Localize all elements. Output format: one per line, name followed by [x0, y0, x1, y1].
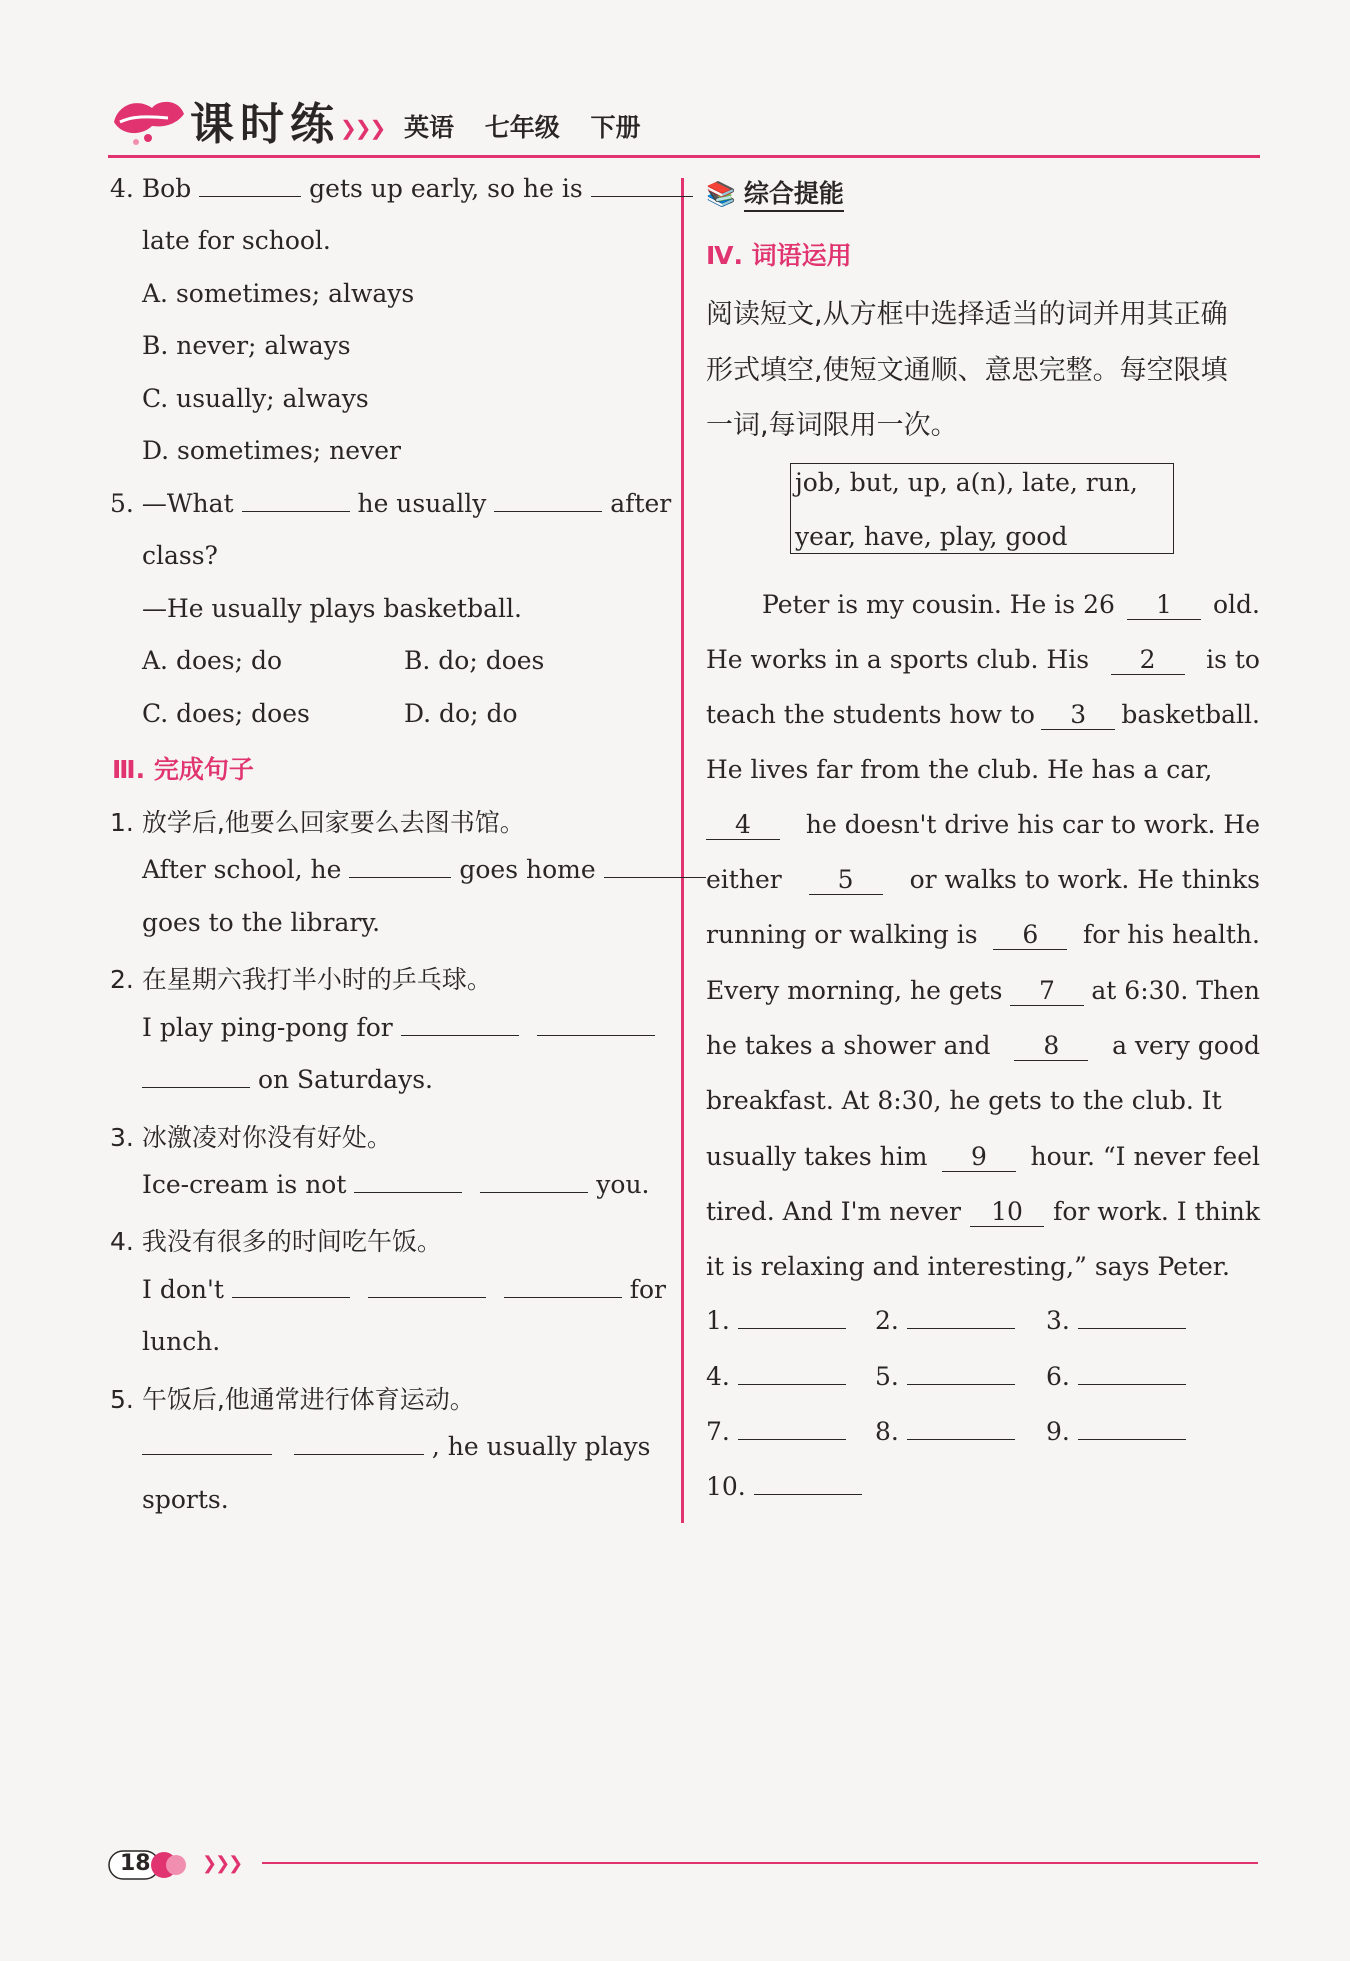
passage-text: either — [706, 865, 782, 894]
lips-logo-icon — [108, 92, 188, 150]
answer-blank[interactable] — [738, 1306, 846, 1329]
passage-text: is to — [1206, 645, 1260, 674]
passage-text: Peter is my cousin. He is 26 — [762, 590, 1115, 619]
passage-text: old. — [1212, 590, 1260, 619]
answer-blank[interactable] — [738, 1417, 846, 1440]
passage-text: tired. And I'm never — [706, 1197, 961, 1226]
passage-text: for work. I think — [1053, 1197, 1260, 1226]
passage-text: breakfast. At 8:30, he gets to the club. It — [706, 1086, 1222, 1115]
passage-text: he doesn't drive his car to work. He — [805, 810, 1260, 839]
answer-number: 7. — [706, 1417, 730, 1446]
answer-blank[interactable] — [401, 1013, 519, 1036]
word-bank-box — [790, 463, 1174, 554]
passage-line — [706, 1197, 1260, 1227]
passage-text: He lives far from the club. He has a car, — [706, 755, 1213, 784]
passage-line — [762, 590, 1260, 620]
section-4-heading: Ⅳ. 词语运用 — [706, 241, 852, 270]
sentence-2: I play ping-pong for — [142, 1013, 655, 1042]
sentence-1-chinese: 1. 放学后,他要么回家要么去图书馆。 — [110, 808, 525, 837]
answer-number: 5. — [875, 1362, 899, 1391]
option-d: D. do; do — [404, 699, 518, 728]
passage-line — [706, 920, 1260, 950]
passage-line — [706, 1086, 1260, 1115]
option-d: D. sometimes; never — [142, 436, 401, 465]
passage-text: running or walking is — [706, 920, 978, 949]
question-text: class? — [142, 541, 218, 570]
answer-blank[interactable] — [494, 489, 602, 512]
option-a: A. sometimes; always — [142, 279, 415, 308]
word-bank-line: year, have, play, good — [795, 522, 1068, 551]
sentence-2-cont: on Saturdays. — [142, 1065, 433, 1094]
volume-label: 下册 — [590, 113, 641, 142]
answer-slot — [1046, 1362, 1186, 1391]
passage-text: basketball. — [1121, 700, 1260, 729]
answer-number: 10. — [706, 1472, 746, 1501]
answer-blank[interactable] — [604, 855, 706, 878]
option-a: A. does; do — [142, 646, 283, 675]
word-bank-line: job, but, up, a(n), late, run, — [795, 468, 1138, 497]
option-c: C. does; does — [142, 699, 310, 728]
answer-blank[interactable] — [537, 1013, 655, 1036]
passage-text: usually takes him — [706, 1142, 928, 1171]
answer-blank[interactable] — [754, 1472, 862, 1495]
answer-slot — [1046, 1417, 1186, 1446]
sentence-1: After school, he goes home — [142, 855, 706, 884]
page-header — [108, 88, 1260, 158]
answer-blank[interactable] — [504, 1275, 622, 1298]
passage-text: hour. “I never feel — [1030, 1142, 1260, 1171]
column-divider — [681, 178, 684, 1523]
passage-text: for his health. — [1083, 920, 1260, 949]
answer-number: 1. — [706, 1306, 730, 1335]
answer-slot — [706, 1362, 846, 1391]
answer-slot — [1046, 1306, 1186, 1335]
numbered-blank[interactable]: 3 — [1041, 700, 1115, 730]
numbered-blank[interactable]: 9 — [942, 1142, 1016, 1172]
sentence-5-chinese: 5. 午饭后,他通常进行体育运动。 — [110, 1385, 475, 1414]
question-4: 4. Bob gets up early, so he is — [110, 174, 693, 203]
passage-text: it is relaxing and interesting,” says Peter. — [706, 1252, 1230, 1281]
answer-slot — [875, 1306, 1015, 1335]
numbered-blank[interactable]: 7 — [1010, 976, 1084, 1006]
instruction-line: 阅读短文,从方框中选择适当的词并用其正确 — [706, 299, 1228, 330]
sentence-4: I don't for — [142, 1275, 666, 1304]
passage-line — [706, 1031, 1260, 1061]
answer-blank[interactable] — [907, 1306, 1015, 1329]
passage-line — [706, 810, 1260, 840]
header-divider — [108, 155, 1260, 158]
header-subtitle — [404, 108, 662, 144]
passage-line — [706, 755, 1260, 784]
answer-slot — [706, 1306, 846, 1335]
passage-line — [706, 976, 1260, 1006]
question-5: 5. —What he usually after — [110, 489, 672, 518]
answer-slot — [875, 1362, 1015, 1391]
numbered-blank[interactable]: 10 — [970, 1197, 1044, 1227]
arrows-icon: ❯❯❯ — [340, 116, 385, 140]
passage-text: He works in a sports club. His — [706, 645, 1090, 674]
sentence-4-chinese: 4. 我没有很多的时间吃午饭。 — [110, 1227, 442, 1256]
workbook-title: 课时练 — [190, 99, 340, 150]
books-icon: 📚 — [706, 180, 736, 208]
passage-line — [706, 645, 1260, 675]
passage-text: he takes a shower and — [706, 1031, 991, 1060]
answer-blank[interactable] — [907, 1417, 1015, 1440]
answer-blank[interactable] — [1078, 1306, 1186, 1329]
answer-blank[interactable] — [142, 1432, 272, 1455]
answer-number: 8. — [875, 1417, 899, 1446]
passage-text: Every morning, he gets — [706, 976, 1003, 1005]
option-b: B. never; always — [142, 331, 351, 360]
sentence-5: , he usually plays — [142, 1432, 651, 1461]
answer-blank[interactable] — [1078, 1362, 1186, 1385]
arrows-icon: ❯❯❯ — [202, 1853, 242, 1874]
answer-blank[interactable] — [242, 489, 350, 512]
grade-label: 七年级 — [484, 113, 560, 142]
question-text: late for school. — [142, 226, 331, 255]
answer-blank[interactable] — [349, 855, 451, 878]
answer-number: 6. — [1046, 1362, 1070, 1391]
sentence-3: Ice-cream is not you. — [142, 1170, 650, 1199]
passage-line — [706, 1142, 1260, 1172]
answer-blank[interactable] — [1078, 1417, 1186, 1440]
numbered-blank[interactable]: 6 — [993, 920, 1067, 950]
answer-number: 9. — [1046, 1417, 1070, 1446]
passage-text: or walks to work. He thinks — [909, 865, 1260, 894]
answer-slot — [875, 1417, 1015, 1446]
answer-slot — [706, 1472, 862, 1501]
answer-blank[interactable] — [368, 1275, 486, 1298]
page-number: 18 — [120, 1851, 151, 1876]
passage-text: a very good — [1112, 1031, 1260, 1060]
sentence-text: lunch. — [142, 1327, 221, 1356]
answer-number: 2. — [875, 1306, 899, 1335]
section-3-heading: Ⅲ. 完成句子 — [112, 755, 254, 784]
numbered-blank[interactable]: 8 — [1014, 1031, 1088, 1061]
sentence-text: sports. — [142, 1485, 229, 1514]
answer-number: 3. — [1046, 1306, 1070, 1335]
answer-blank[interactable] — [142, 1065, 250, 1088]
passage-text: at 6:30. Then — [1091, 976, 1260, 1005]
instruction-line: 形式填空,使短文通顺、意思完整。每空限填 — [706, 355, 1228, 386]
passage-line — [706, 1252, 1260, 1281]
numbered-blank[interactable]: 5 — [809, 865, 883, 895]
answer-blank[interactable] — [232, 1275, 350, 1298]
answer-blank[interactable] — [907, 1362, 1015, 1385]
answer-blank[interactable] — [199, 174, 301, 197]
answer-blank[interactable] — [354, 1170, 462, 1193]
numbered-blank[interactable]: 1 — [1127, 590, 1201, 620]
passage-line — [706, 865, 1260, 895]
answer-blank[interactable] — [480, 1170, 588, 1193]
subject-label: 英语 — [404, 113, 455, 142]
numbered-blank[interactable]: 4 — [706, 810, 780, 840]
answer-number: 4. — [706, 1362, 730, 1391]
option-c: C. usually; always — [142, 384, 369, 413]
answer-blank[interactable] — [738, 1362, 846, 1385]
sentence-text: goes to the library. — [142, 908, 381, 937]
passage-text: teach the students how to — [706, 700, 1035, 729]
sentence-3-chinese: 3. 冰激凌对你没有好处。 — [110, 1123, 392, 1152]
sentence-2-chinese: 2. 在星期六我打半小时的乒乓球。 — [110, 965, 492, 994]
footer-divider — [262, 1862, 1258, 1864]
question-text: —He usually plays basketball. — [142, 594, 522, 623]
instruction-line: 一词,每词限用一次。 — [706, 410, 958, 441]
option-b: B. do; does — [404, 646, 545, 675]
numbered-blank[interactable]: 2 — [1111, 645, 1185, 675]
comprehensive-badge: 📚 综合提能 — [706, 174, 844, 210]
passage-line — [706, 700, 1260, 730]
answer-blank[interactable] — [591, 174, 693, 197]
answer-blank[interactable] — [294, 1432, 424, 1455]
answer-slot — [706, 1417, 846, 1446]
